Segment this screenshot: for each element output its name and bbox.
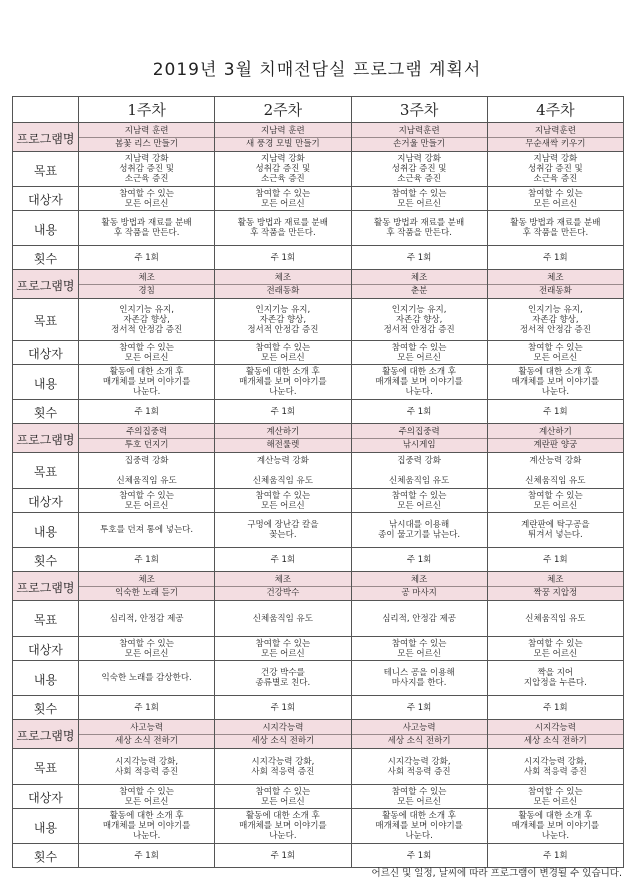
row-label-text: 대상자 <box>28 347 63 361</box>
program-category: 체조 <box>138 272 155 283</box>
corner-cell <box>13 97 79 123</box>
row-label <box>13 123 79 152</box>
program-row <box>13 270 624 299</box>
program-name: 무순새싹 키우기 <box>488 137 623 149</box>
count-cell: 주 1회 <box>79 246 215 270</box>
goal-cell: 시지각능력 강화, 사회 적응력 증진 <box>487 749 623 785</box>
row-label <box>13 572 79 601</box>
row-label <box>13 601 79 637</box>
row-label <box>13 489 79 513</box>
count-cell: 주 1회 <box>351 548 487 572</box>
program-cell <box>487 720 623 749</box>
program-cell <box>79 572 215 601</box>
content-cell: 활동 방법과 재료를 분배 후 작품을 만든다. <box>487 211 623 246</box>
target-cell: 참여할 수 있는 모든 어르신 <box>487 637 623 661</box>
goal-row <box>13 749 624 785</box>
content-cell: 활동 방법과 재료를 분배 후 작품을 만든다. <box>215 211 351 246</box>
program-category: 체조 <box>274 574 292 585</box>
target-cell: 참여할 수 있는 모든 어르신 <box>487 341 623 365</box>
count-row <box>13 844 624 868</box>
program-category: 사고능력 <box>402 722 436 733</box>
row-label-text: 내용 <box>33 376 58 391</box>
target-cell: 참여할 수 있는 모든 어르신 <box>215 341 351 365</box>
program-category: 시지각능력 <box>262 722 304 733</box>
program-cell <box>79 720 215 749</box>
program-name: 전래동화 <box>215 284 350 296</box>
program-name: 세상 소식 전하기 <box>79 734 214 746</box>
row-label-text: 대상자 <box>28 495 63 509</box>
content-cell: 활동에 대한 소개 후 매개체를 보며 이야기를 나눈다. <box>487 365 623 400</box>
count-row <box>13 696 624 720</box>
count-cell: 주 1회 <box>487 844 623 868</box>
program-name: 공 마사지 <box>352 586 487 598</box>
count-cell: 주 1회 <box>215 400 351 424</box>
program-cell <box>351 572 487 601</box>
row-label <box>13 270 79 299</box>
program-cell <box>215 424 351 453</box>
content-cell: 활동에 대한 소개 후 매개체를 보며 이야기를 나눈다. <box>79 365 215 400</box>
content-cell: 짝을 지어 지압정을 누른다. <box>487 661 623 696</box>
row-label <box>13 637 79 661</box>
target-cell: 참여할 수 있는 모든 어르신 <box>79 637 215 661</box>
content-cell: 익숙한 노래를 감상한다. <box>79 661 215 696</box>
program-name: 봄꽃 리스 만들기 <box>79 137 214 149</box>
program-cell <box>351 720 487 749</box>
row-label <box>13 211 79 246</box>
row-label <box>13 453 79 489</box>
goal-cell: 계산능력 강화 신체움직임 유도 <box>215 453 351 489</box>
target-row <box>13 785 624 809</box>
program-cell <box>79 123 215 152</box>
program-cell <box>351 424 487 453</box>
program-cell <box>487 270 623 299</box>
content-cell: 낚시대를 이용해 종이 물고기를 낚는다. <box>351 513 487 548</box>
row-label <box>13 299 79 341</box>
program-category: 주의집중력 <box>398 426 440 437</box>
document-title: 2019년 3월 치매전담실 프로그램 계획서 <box>152 60 482 80</box>
program-name: 투호 던지기 <box>79 438 214 450</box>
program-name: 세상 소식 전하기 <box>488 734 623 746</box>
goal-cell: 집중력 강화 신체움직임 유도 <box>351 453 487 489</box>
program-cell <box>487 424 623 453</box>
target-cell: 참여할 수 있는 모든 어르신 <box>487 785 623 809</box>
program-cell <box>215 572 351 601</box>
plan-body <box>13 123 624 868</box>
goal-row <box>13 152 624 187</box>
count-cell: 주 1회 <box>79 548 215 572</box>
row-label <box>13 424 79 453</box>
count-cell: 주 1회 <box>215 696 351 720</box>
goal-cell: 계산능력 강화 신체움직임 유도 <box>487 453 623 489</box>
goal-row <box>13 299 624 341</box>
program-category: 지남력 훈련 <box>124 125 169 136</box>
goal-cell: 지남력 강화 성취감 증진 및 소근육 증진 <box>487 152 623 187</box>
target-cell: 참여할 수 있는 모든 어르신 <box>215 187 351 211</box>
program-name: 짝꿍 지압정 <box>488 586 623 598</box>
program-category: 체조 <box>410 574 428 585</box>
content-cell: 활동에 대한 소개 후 매개체를 보며 이야기를 나눈다. <box>215 365 351 400</box>
row-label <box>13 720 79 749</box>
content-row <box>13 513 624 548</box>
count-cell: 주 1회 <box>351 844 487 868</box>
program-category: 체조 <box>547 574 564 585</box>
goal-cell: 심리적, 안정감 제공 <box>351 601 487 637</box>
week-header: 3주차 <box>351 97 487 123</box>
content-cell: 투호를 던져 통에 넣는다. <box>79 513 215 548</box>
row-label <box>13 548 79 572</box>
content-row <box>13 661 624 696</box>
goal-cell: 인지기능 유지, 자존감 향상, 정서적 안정감 증진 <box>79 299 215 341</box>
content-cell: 활동에 대한 소개 후 매개체를 보며 이야기를 나눈다. <box>351 809 487 844</box>
program-category: 계산하기 <box>538 426 572 437</box>
row-label <box>13 844 79 868</box>
target-cell: 참여할 수 있는 모든 어르신 <box>215 637 351 661</box>
footer-note: 어르신 및 일정, 날씨에 따라 프로그램이 변경될 수 있습니다. <box>371 868 622 879</box>
program-row <box>13 123 624 152</box>
program-name: 낚시게임 <box>352 438 487 450</box>
goal-cell: 시지각능력 강화, 사회 적응력 증진 <box>351 749 487 785</box>
target-cell: 참여할 수 있는 모든 어르신 <box>487 489 623 513</box>
target-cell: 참여할 수 있는 모든 어르신 <box>79 187 215 211</box>
row-label-text: 목표 <box>33 163 58 178</box>
program-category: 사고능력 <box>130 722 164 733</box>
target-cell: 참여할 수 있는 모든 어르신 <box>79 785 215 809</box>
row-label-text: 대상자 <box>28 791 63 805</box>
count-row <box>13 246 624 270</box>
program-name: 익숙한 노래 듣기 <box>79 586 214 598</box>
count-cell: 주 1회 <box>79 696 215 720</box>
row-label-text: 횟수 <box>33 554 58 568</box>
program-category: 체조 <box>547 272 564 283</box>
goal-cell: 신체움직임 유도 <box>487 601 623 637</box>
program-cell <box>351 123 487 152</box>
target-row <box>13 341 624 365</box>
row-label-text: 목표 <box>33 465 58 479</box>
content-cell: 구멍에 장난감 칼을 꽂는다. <box>215 513 351 548</box>
count-cell: 주 1회 <box>79 400 215 424</box>
row-label <box>13 513 79 548</box>
content-cell: 활동에 대한 소개 후 매개체를 보며 이야기를 나눈다. <box>215 809 351 844</box>
count-cell: 주 1회 <box>351 246 487 270</box>
count-cell: 주 1회 <box>215 246 351 270</box>
program-name: 세상 소식 전하기 <box>215 734 350 746</box>
program-name: 세상 소식 전하기 <box>352 734 487 746</box>
target-cell: 참여할 수 있는 모든 어르신 <box>79 341 215 365</box>
week-header: 1주차 <box>79 97 215 123</box>
program-name: 새 풍경 모빌 만들기 <box>215 137 350 149</box>
program-category: 지남력 훈련 <box>260 125 305 136</box>
count-cell: 주 1회 <box>487 400 623 424</box>
row-label-text: 목표 <box>33 761 58 775</box>
target-cell: 참여할 수 있는 모든 어르신 <box>487 187 623 211</box>
content-row <box>13 211 624 246</box>
row-label-text: 프로그램명 <box>16 728 75 743</box>
target-cell: 참여할 수 있는 모든 어르신 <box>215 489 351 513</box>
week-header-row <box>13 97 624 123</box>
count-cell: 주 1회 <box>487 548 623 572</box>
goal-cell: 인지기능 유지, 자존감 향상, 정서적 안정감 증진 <box>351 299 487 341</box>
row-label-text: 프로그램명 <box>16 580 75 595</box>
target-cell: 참여할 수 있는 모든 어르신 <box>351 785 487 809</box>
program-name: 해전룰렛 <box>215 438 350 450</box>
row-label-text: 프로그램명 <box>16 131 75 146</box>
program-row <box>13 424 624 453</box>
program-plan-table <box>12 96 624 868</box>
program-name: 경침 <box>79 284 214 296</box>
goal-row <box>13 601 624 637</box>
row-label-text: 내용 <box>33 222 58 237</box>
row-label-text: 횟수 <box>33 702 58 716</box>
goal-cell: 시지각능력 강화, 사회 적응력 증진 <box>79 749 215 785</box>
target-cell: 참여할 수 있는 모든 어르신 <box>351 187 487 211</box>
row-label <box>13 749 79 785</box>
program-cell <box>487 572 623 601</box>
target-cell: 참여할 수 있는 모든 어르신 <box>79 489 215 513</box>
content-cell: 활동 방법과 재료를 분배 후 작품을 만든다. <box>351 211 487 246</box>
program-cell <box>215 720 351 749</box>
goal-cell: 지남력 강화 성취감 증진 및 소근육 증진 <box>79 152 215 187</box>
count-cell: 주 1회 <box>487 696 623 720</box>
row-label <box>13 696 79 720</box>
row-label-text: 내용 <box>33 524 58 539</box>
program-name: 손거울 만들기 <box>352 137 487 149</box>
row-label-text: 내용 <box>33 672 58 687</box>
program-category: 시지각능력 <box>534 722 576 733</box>
row-label <box>13 809 79 844</box>
goal-cell: 지남력 강화 성취감 증진 및 소근육 증진 <box>351 152 487 187</box>
program-category: 체조 <box>274 272 292 283</box>
content-cell: 건강 박수를 종류별로 친다. <box>215 661 351 696</box>
row-label-text: 대상자 <box>28 193 63 207</box>
count-cell: 주 1회 <box>215 844 351 868</box>
program-cell <box>215 123 351 152</box>
goal-cell: 신체움직임 유도 <box>215 601 351 637</box>
count-row <box>13 548 624 572</box>
program-cell <box>487 123 623 152</box>
target-row <box>13 637 624 661</box>
program-row <box>13 720 624 749</box>
program-name: 건강박수 <box>215 586 350 598</box>
content-cell: 테니스 공을 이용해 마사지를 한다. <box>351 661 487 696</box>
goal-cell: 시지각능력 강화, 사회 적응력 증진 <box>215 749 351 785</box>
row-label-text: 횟수 <box>33 850 58 864</box>
content-cell: 활동에 대한 소개 후 매개체를 보며 이야기를 나눈다. <box>487 809 623 844</box>
content-cell: 활동에 대한 소개 후 매개체를 보며 이야기를 나눈다. <box>79 809 215 844</box>
row-label <box>13 187 79 211</box>
target-cell: 참여할 수 있는 모든 어르신 <box>351 637 487 661</box>
count-cell: 주 1회 <box>79 844 215 868</box>
program-name: 계란판 양궁 <box>488 438 623 450</box>
content-cell: 계란판에 탁구공을 튀겨서 넣는다. <box>487 513 623 548</box>
row-label-text: 대상자 <box>28 643 63 657</box>
program-name: 춘분 <box>352 284 487 296</box>
program-category: 지남력훈련 <box>398 125 440 136</box>
goal-row <box>13 453 624 489</box>
row-label-text: 목표 <box>33 613 58 627</box>
content-row <box>13 809 624 844</box>
goal-cell: 지남력 강화 성취감 증진 및 소근육 증진 <box>215 152 351 187</box>
goal-cell: 인지기능 유지, 자존감 향상, 정서적 안정감 증진 <box>487 299 623 341</box>
row-label <box>13 341 79 365</box>
row-label <box>13 785 79 809</box>
count-cell: 주 1회 <box>487 246 623 270</box>
content-cell: 활동에 대한 소개 후 매개체를 보며 이야기를 나눈다. <box>351 365 487 400</box>
program-category: 계산하기 <box>266 426 300 437</box>
row-label-text: 프로그램명 <box>16 432 75 447</box>
row-label <box>13 365 79 400</box>
program-category: 체조 <box>410 272 428 283</box>
row-label-text: 내용 <box>33 820 58 835</box>
program-cell <box>79 270 215 299</box>
program-row <box>13 572 624 601</box>
goal-cell: 인지기능 유지, 자존감 향상, 정서적 안정감 증진 <box>215 299 351 341</box>
program-name: 전래동화 <box>488 284 623 296</box>
target-row <box>13 489 624 513</box>
row-label-text: 횟수 <box>33 406 58 420</box>
target-cell: 참여할 수 있는 모든 어르신 <box>351 341 487 365</box>
count-cell: 주 1회 <box>351 400 487 424</box>
target-cell: 참여할 수 있는 모든 어르신 <box>215 785 351 809</box>
target-row <box>13 187 624 211</box>
week-header: 2주차 <box>215 97 351 123</box>
count-cell: 주 1회 <box>215 548 351 572</box>
program-cell <box>79 424 215 453</box>
row-label <box>13 246 79 270</box>
row-label <box>13 152 79 187</box>
count-row <box>13 400 624 424</box>
content-cell: 활동 방법과 재료를 분배 후 작품을 만든다. <box>79 211 215 246</box>
program-category: 주의집중력 <box>126 426 168 437</box>
row-label <box>13 661 79 696</box>
program-cell <box>351 270 487 299</box>
row-label-text: 횟수 <box>33 252 58 266</box>
target-cell: 참여할 수 있는 모든 어르신 <box>351 489 487 513</box>
content-row <box>13 365 624 400</box>
goal-cell: 집중력 강화 신체움직임 유도 <box>79 453 215 489</box>
row-label <box>13 400 79 424</box>
week-header: 4주차 <box>487 97 623 123</box>
program-category: 지남력훈련 <box>534 125 576 136</box>
count-cell: 주 1회 <box>351 696 487 720</box>
goal-cell: 심리적, 안정감 제공 <box>79 601 215 637</box>
row-label-text: 프로그램명 <box>16 278 75 293</box>
program-category: 체조 <box>138 574 155 585</box>
program-cell <box>215 270 351 299</box>
row-label-text: 목표 <box>33 314 58 328</box>
